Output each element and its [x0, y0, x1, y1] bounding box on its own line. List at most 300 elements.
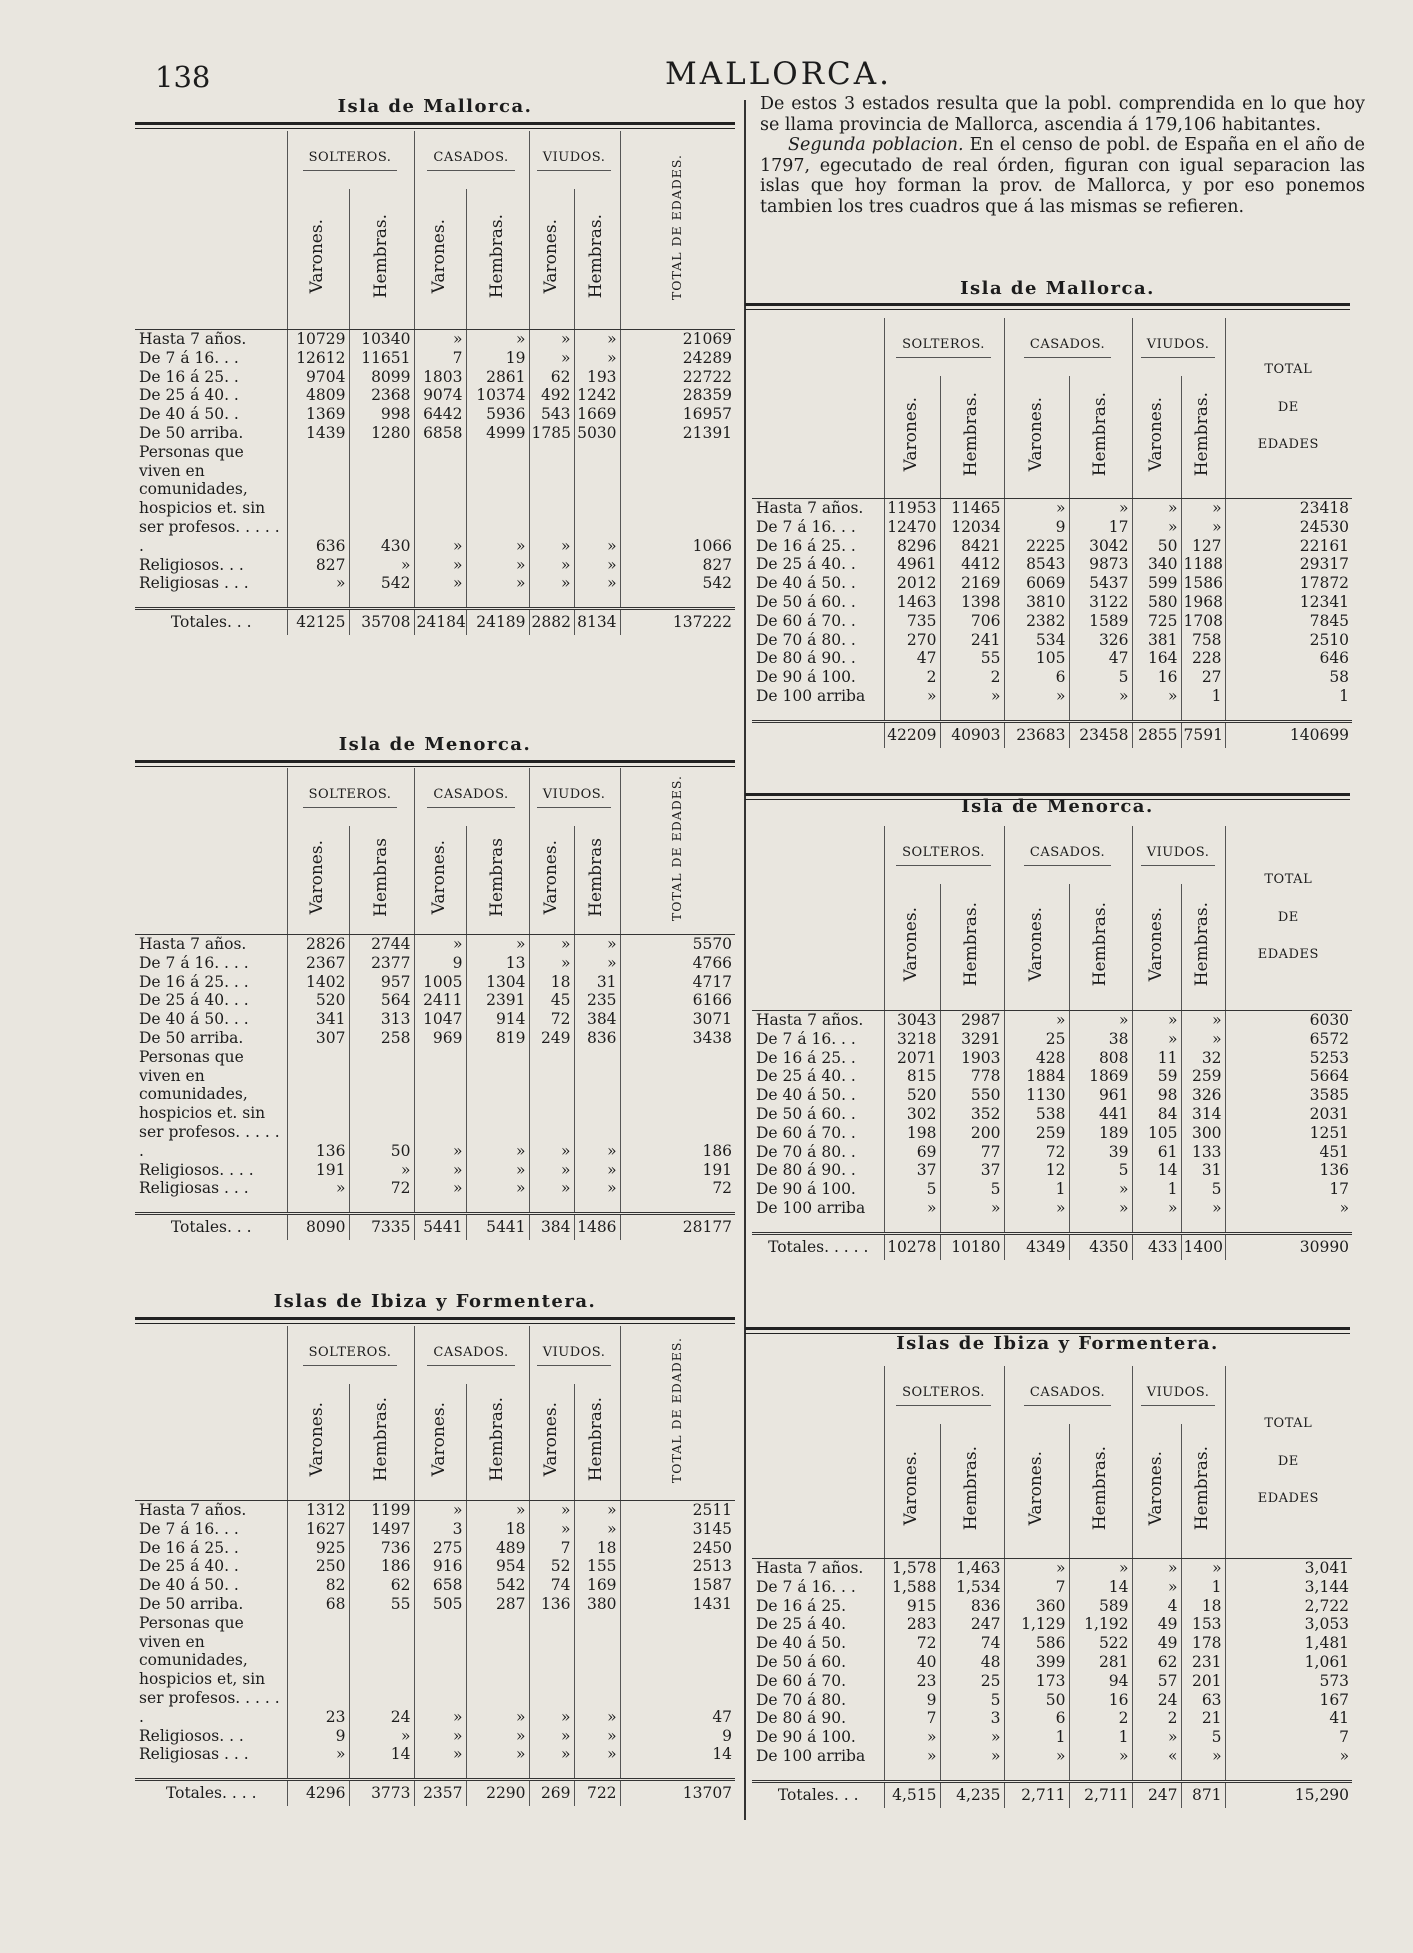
table-row — [752, 1747, 1352, 1766]
total-value: 4350 — [1069, 1233, 1132, 1259]
spacer-row — [135, 1764, 735, 1780]
header-varones: Varones. — [1025, 1451, 1046, 1526]
cell-value: » — [1132, 1578, 1181, 1597]
cell-value: 1 — [1004, 1180, 1069, 1199]
cell-value: 9 — [884, 1691, 940, 1710]
cell-value: 5030 — [574, 424, 620, 443]
row-label: Religiosas . . . — [139, 1179, 249, 1198]
cell-value: 72 — [620, 1179, 735, 1198]
cell-value: 24 — [349, 1614, 414, 1727]
cell-value: 9873 — [1069, 555, 1132, 574]
row-label: De 25 á 40. . — [139, 386, 239, 405]
cell-value: » — [466, 1501, 529, 1520]
cell-value: 228 — [1181, 649, 1225, 668]
row-label: De 100 arriba — [756, 1198, 866, 1217]
table-ibiza-1797 — [752, 1366, 1352, 1808]
cell-value: « — [1132, 1747, 1181, 1766]
group-casados: CASADOS. — [427, 786, 514, 808]
cell-value: 9 — [620, 1727, 735, 1746]
spacer-cell — [940, 1766, 1004, 1782]
cell-value: 589 — [1069, 1597, 1132, 1616]
cell-value: 1,588 — [884, 1578, 940, 1597]
intro-paragraph-2-lead: Segunda poblacion. — [788, 135, 964, 156]
header-varones: Varones. — [1145, 1451, 1166, 1526]
row-label: De 40 á 50. — [756, 1634, 846, 1653]
cell-value: » — [466, 1048, 529, 1161]
table-row — [752, 687, 1352, 706]
cell-value: 19 — [466, 349, 529, 368]
cell-value: » — [529, 574, 574, 593]
cell-value: 3,053 — [1225, 1615, 1352, 1634]
header-hembras: Hembras. — [1192, 902, 1213, 987]
cell-value: 522 — [1069, 1634, 1132, 1653]
spacer-cell — [135, 1198, 287, 1214]
cell-value: 550 — [940, 1086, 1004, 1105]
cell-value: » — [1004, 1199, 1069, 1218]
cell-value: 94 — [1069, 1672, 1132, 1691]
table-row — [752, 1597, 1352, 1616]
cell-value: 302 — [884, 1105, 940, 1124]
cell-value: 127 — [1181, 537, 1225, 556]
cell-value: 1,534 — [940, 1578, 1004, 1597]
spacer-cell — [574, 1198, 620, 1214]
cell-value: 1903 — [940, 1049, 1004, 1068]
cell-value: 45 — [529, 991, 574, 1010]
cell-value: 778 — [940, 1067, 1004, 1086]
header-row-groups — [135, 768, 735, 826]
table-row — [135, 954, 735, 973]
header-hembras: Hembras. — [486, 1397, 507, 1482]
cell-value: 2511 — [620, 1501, 735, 1520]
cell-value: 957 — [349, 973, 414, 992]
cell-value: » — [466, 1727, 529, 1746]
cell-value: 636 — [287, 443, 349, 556]
header-varones: Varones. — [1145, 397, 1166, 472]
table-row — [752, 1199, 1352, 1218]
cell-value: » — [1225, 1199, 1352, 1218]
cell-value: 22722 — [620, 368, 735, 387]
cell-value: 3042 — [1069, 537, 1132, 556]
row-label: Religiosos. . . . — [139, 1160, 254, 1179]
cell-value: 14 — [1132, 1161, 1181, 1180]
cell-value: » — [466, 1614, 529, 1727]
cell-value: 1304 — [466, 973, 529, 992]
cell-value: 23418 — [1225, 499, 1352, 518]
cell-value: » — [574, 1727, 620, 1746]
group-viudos: VIUDOS. — [537, 786, 612, 808]
total-value: 4349 — [1004, 1233, 1069, 1259]
row-label: Personas que viven en comunidades, hospicios et. sin ser profesos. . . . . . — [139, 442, 280, 555]
cell-value: 37 — [940, 1161, 1004, 1180]
cell-value: 186 — [620, 1048, 735, 1161]
cell-value: 21069 — [620, 330, 735, 349]
total-value: 4296 — [287, 1780, 349, 1806]
table-row — [752, 555, 1352, 574]
cell-value: » — [940, 687, 1004, 706]
cell-value: 155 — [574, 1557, 620, 1576]
spacer-cell — [620, 1198, 735, 1214]
spacer-cell — [529, 1198, 574, 1214]
row-label: De 16 á 25. . — [139, 1538, 239, 1557]
cell-value: » — [884, 1747, 940, 1766]
cell-value: » — [884, 1199, 940, 1218]
spacer-cell — [1004, 1766, 1069, 1782]
table-row — [135, 556, 735, 575]
table-row — [135, 1727, 735, 1746]
cell-value: 63 — [1181, 1691, 1225, 1710]
spacer-cell — [529, 593, 574, 609]
cell-value: 586 — [1004, 1634, 1069, 1653]
table-row — [752, 1672, 1352, 1691]
spacer-cell — [1069, 1218, 1132, 1234]
total-value: 2,711 — [1004, 1781, 1069, 1807]
cell-value: » — [1069, 1747, 1132, 1766]
totals-row — [135, 1214, 735, 1240]
cell-value: 52 — [529, 1557, 574, 1576]
cell-value: 836 — [574, 1029, 620, 1048]
table-row — [752, 1161, 1352, 1180]
cell-value: 191 — [287, 1161, 349, 1180]
cell-value: 381 — [1132, 631, 1181, 650]
total-value: 7591 — [1181, 721, 1225, 747]
table-row — [752, 668, 1352, 687]
total-value: 247 — [1132, 1781, 1181, 1807]
cell-value: 18 — [1181, 1597, 1225, 1616]
cell-value: 573 — [1225, 1672, 1352, 1691]
cell-value: » — [529, 1501, 574, 1520]
header-total-de: DE — [1277, 399, 1299, 415]
table-row — [135, 1745, 735, 1764]
cell-value: 430 — [349, 443, 414, 556]
total-value: 3773 — [349, 1780, 414, 1806]
header-total: TOTAL — [1264, 1416, 1313, 1431]
cell-value: 2377 — [349, 954, 414, 973]
table-row — [752, 1691, 1352, 1710]
cell-value: » — [940, 1728, 1004, 1747]
total-value: 2855 — [1132, 721, 1181, 747]
cell-value: 5 — [884, 1180, 940, 1199]
total-value: 24184 — [414, 609, 466, 635]
cell-value: 55 — [940, 649, 1004, 668]
row-label: De 16 á 25. . — [756, 1048, 856, 1067]
spacer-cell — [466, 593, 529, 609]
row-label: De 70 á 80. — [756, 1690, 846, 1709]
cell-value: 2368 — [349, 386, 414, 405]
cell-value: 3122 — [1069, 593, 1132, 612]
spacer-cell — [940, 1218, 1004, 1234]
cell-value: 5570 — [620, 935, 735, 954]
spacer-cell — [574, 593, 620, 609]
cell-value: 136 — [287, 1048, 349, 1161]
group-casados: CASADOS. — [1024, 336, 1111, 358]
cell-value: 47 — [884, 649, 940, 668]
cell-value: 6 — [1004, 668, 1069, 687]
row-label: De 7 á 16. . . — [756, 1577, 856, 1596]
header-varones: Varones. — [540, 1402, 561, 1477]
header-hembras: Hembras. — [1192, 392, 1213, 477]
total-value: 871 — [1181, 1781, 1225, 1807]
section-rule — [135, 760, 735, 767]
header-row-groups — [135, 1326, 735, 1384]
table-row — [752, 1143, 1352, 1162]
cell-value: 133 — [1181, 1143, 1225, 1162]
cell-value: » — [1181, 499, 1225, 518]
header-varones: Varones. — [429, 1402, 450, 1477]
spacer-cell — [1132, 706, 1181, 722]
cell-value: 62 — [349, 1576, 414, 1595]
header-hembras: Hembras. — [961, 392, 982, 477]
table-row — [135, 368, 735, 387]
cell-value: 1 — [1225, 687, 1352, 706]
cell-value: 17872 — [1225, 574, 1352, 593]
cell-value: » — [529, 954, 574, 973]
header-hembras: Hembras. — [1089, 392, 1110, 477]
row-label: De 60 á 70. . — [756, 611, 856, 630]
cell-value: » — [1225, 1747, 1352, 1766]
section-title-menorca-left: Isla de Menorca. — [338, 734, 532, 755]
row-label: De 60 á 70. . — [756, 1123, 856, 1142]
cell-value: 1803 — [414, 368, 466, 387]
spacer-row — [752, 1766, 1352, 1782]
cell-value: 37 — [884, 1161, 940, 1180]
cell-value: 492 — [529, 386, 574, 405]
group-solteros: SOLTEROS. — [303, 786, 398, 808]
intro-paragraph-1: De estos 3 estados resulta que la pobl. comprendida en lo que hoy se llama provincia de Mallorca, ascendia á 179,106 habitantes. — [760, 94, 1365, 135]
cell-value: 827 — [287, 556, 349, 575]
cell-value: 84 — [1132, 1105, 1181, 1124]
cell-value: » — [287, 574, 349, 593]
cell-value: 47 — [620, 1614, 735, 1727]
cell-value: 1,192 — [1069, 1615, 1132, 1634]
cell-value: » — [574, 1501, 620, 1520]
cell-value: 815 — [884, 1067, 940, 1086]
cell-value: 915 — [884, 1597, 940, 1616]
cell-value: 178 — [1181, 1634, 1225, 1653]
row-label: De 25 á 40. . — [756, 1067, 856, 1086]
cell-value: 399 — [1004, 1653, 1069, 1672]
cell-value: 18 — [466, 1520, 529, 1539]
group-casados: CASADOS. — [427, 149, 514, 171]
row-label: Religiosos. . . — [139, 555, 244, 574]
spacer-cell — [1004, 706, 1069, 722]
cell-value: 9 — [287, 1727, 349, 1746]
header-total: TOTAL — [1264, 872, 1313, 887]
cell-value: 1 — [1132, 1180, 1181, 1199]
cell-value: » — [466, 1161, 529, 1180]
table-body — [135, 1501, 735, 1806]
table-row — [135, 1010, 735, 1029]
header-total-edades: EDADES — [1257, 1491, 1319, 1507]
table-row — [752, 1180, 1352, 1199]
cell-value: 6572 — [1225, 1030, 1352, 1049]
cell-value: 69 — [884, 1143, 940, 1162]
cell-value: 1,463 — [940, 1559, 1004, 1578]
cell-value: 1627 — [287, 1520, 349, 1539]
spacer-cell — [414, 593, 466, 609]
spacer-cell — [1181, 1218, 1225, 1234]
total-value: 269 — [529, 1780, 574, 1806]
totals-label — [752, 721, 884, 747]
header-varones: Varones. — [540, 219, 561, 294]
row-label: De 50 á 60. . — [756, 1104, 856, 1123]
cell-value: » — [1132, 687, 1181, 706]
row-label: De 40 á 50. . — [139, 1576, 239, 1595]
cell-value: 72 — [349, 1179, 414, 1198]
header-row-groups — [752, 826, 1352, 884]
totals-label: Totales. . . . . — [752, 1233, 884, 1259]
cell-value: 8421 — [940, 537, 1004, 556]
cell-value: 520 — [884, 1086, 940, 1105]
cell-value: » — [529, 330, 574, 349]
cell-value: 2987 — [940, 1011, 1004, 1030]
cell-value: 201 — [1181, 1672, 1225, 1691]
cell-value: 40 — [884, 1653, 940, 1672]
table-row — [752, 1634, 1352, 1653]
cell-value: 6030 — [1225, 1011, 1352, 1030]
cell-value: 543 — [529, 405, 574, 424]
cell-value: 3 — [940, 1709, 1004, 1728]
cell-value: » — [574, 349, 620, 368]
cell-value: 1785 — [529, 424, 574, 443]
row-label: De 100 arriba — [756, 1746, 866, 1765]
header-hembras: Hembras. — [486, 214, 507, 299]
table-row — [752, 1124, 1352, 1143]
spacer-cell — [1181, 1766, 1225, 1782]
row-label: Religiosas . . . — [139, 574, 249, 593]
cell-value: 12612 — [287, 349, 349, 368]
cell-value: 1280 — [349, 424, 414, 443]
table-menorca-1797 — [752, 826, 1352, 1260]
table-row — [752, 612, 1352, 631]
spacer-cell — [466, 1764, 529, 1780]
cell-value: » — [414, 330, 466, 349]
cell-value: 14 — [1069, 1578, 1132, 1597]
cell-value: 564 — [349, 991, 414, 1010]
cell-value: 28359 — [620, 386, 735, 405]
total-value: 1486 — [574, 1214, 620, 1240]
header-total-edades: TOTAL DE EDADES. — [668, 774, 684, 921]
cell-value: 1,129 — [1004, 1615, 1069, 1634]
cell-value: 3,144 — [1225, 1578, 1352, 1597]
header-total-de: DE — [1277, 909, 1299, 925]
cell-value: 360 — [1004, 1597, 1069, 1616]
cell-value: 200 — [940, 1124, 1004, 1143]
cell-value: 505 — [414, 1595, 466, 1614]
row-label: De 16 á 25. . — [139, 367, 239, 386]
total-value: 15,290 — [1225, 1781, 1352, 1807]
cell-value: » — [1069, 499, 1132, 518]
row-label: De 90 á 100. — [756, 1728, 856, 1747]
cell-value: 1,061 — [1225, 1653, 1352, 1672]
cell-value: 7 — [1004, 1578, 1069, 1597]
header-total: TOTAL — [1264, 362, 1313, 377]
row-label: De 50 arriba. — [139, 1028, 244, 1047]
table-body — [752, 499, 1352, 748]
cell-value: 725 — [1132, 612, 1181, 631]
cell-value: » — [1069, 1199, 1132, 1218]
cell-value: » — [574, 935, 620, 954]
cell-value: 3145 — [620, 1520, 735, 1539]
table-row — [135, 1576, 735, 1595]
header-row-groups — [135, 131, 735, 189]
cell-value: 1 — [1069, 1728, 1132, 1747]
table-row — [752, 1011, 1352, 1030]
spacer-row — [135, 1198, 735, 1214]
row-label: De 40 á 50. . — [139, 405, 239, 424]
cell-value: 2031 — [1225, 1105, 1352, 1124]
cell-value: » — [466, 556, 529, 575]
row-label: De 90 á 100. — [756, 668, 856, 687]
table-row — [752, 1709, 1352, 1728]
cell-value: » — [574, 1161, 620, 1180]
cell-value: 1312 — [287, 1501, 349, 1520]
cell-value: 49 — [1132, 1634, 1181, 1653]
group-solteros: SOLTEROS. — [303, 1344, 398, 1366]
cell-value: » — [1181, 1559, 1225, 1578]
cell-value: 27 — [1181, 668, 1225, 687]
cell-value: 48 — [940, 1653, 1004, 1672]
section-rule — [135, 122, 735, 129]
row-label: Hasta 7 años. — [756, 1011, 864, 1029]
cell-value: 16 — [1069, 1691, 1132, 1710]
totals-row — [752, 1233, 1352, 1259]
cell-value: 1884 — [1004, 1067, 1069, 1086]
section-title-ibiza-right: Islas de Ibiza y Formentera. — [896, 1333, 1219, 1354]
cell-value: 758 — [1181, 631, 1225, 650]
header-varones: Varones. — [429, 219, 450, 294]
cell-value: 12470 — [884, 518, 940, 537]
total-value: 2290 — [466, 1780, 529, 1806]
cell-value: 1463 — [884, 593, 940, 612]
group-solteros: SOLTEROS. — [303, 149, 398, 171]
table-row — [135, 935, 735, 954]
spacer-row — [135, 593, 735, 609]
total-value: 40903 — [940, 721, 1004, 747]
total-value: 137222 — [620, 609, 735, 635]
row-label: Hasta 7 años. — [756, 499, 864, 517]
total-value: 13707 — [620, 1780, 735, 1806]
cell-value: 61 — [1132, 1143, 1181, 1162]
cell-value: 249 — [529, 1029, 574, 1048]
totals-row — [135, 1780, 735, 1806]
cell-value: 57 — [1132, 1672, 1181, 1691]
cell-value: » — [529, 1048, 574, 1161]
spacer-cell — [287, 593, 349, 609]
cell-value: 17 — [1069, 518, 1132, 537]
cell-value: 41 — [1225, 1709, 1352, 1728]
total-value: 23683 — [1004, 721, 1069, 747]
cell-value: 4999 — [466, 424, 529, 443]
cell-value: » — [349, 1161, 414, 1180]
cell-value: 50 — [349, 1048, 414, 1161]
cell-value: » — [529, 1614, 574, 1727]
table-row — [135, 1614, 735, 1727]
cell-value: 77 — [940, 1143, 1004, 1162]
total-value: 2,711 — [1069, 1781, 1132, 1807]
row-label: De 80 á 90. . — [756, 649, 856, 668]
cell-value: » — [466, 935, 529, 954]
cell-value: 2 — [1132, 1709, 1181, 1728]
table-row — [135, 1595, 735, 1614]
spacer-cell — [884, 1766, 940, 1782]
row-label: De 25 á 40. . — [756, 555, 856, 574]
cell-value: » — [574, 443, 620, 556]
cell-value: 98 — [1132, 1086, 1181, 1105]
table-row — [752, 1067, 1352, 1086]
table-row — [135, 1520, 735, 1539]
row-label: Hasta 7 años. — [139, 935, 247, 953]
cell-value: 6442 — [414, 405, 466, 424]
